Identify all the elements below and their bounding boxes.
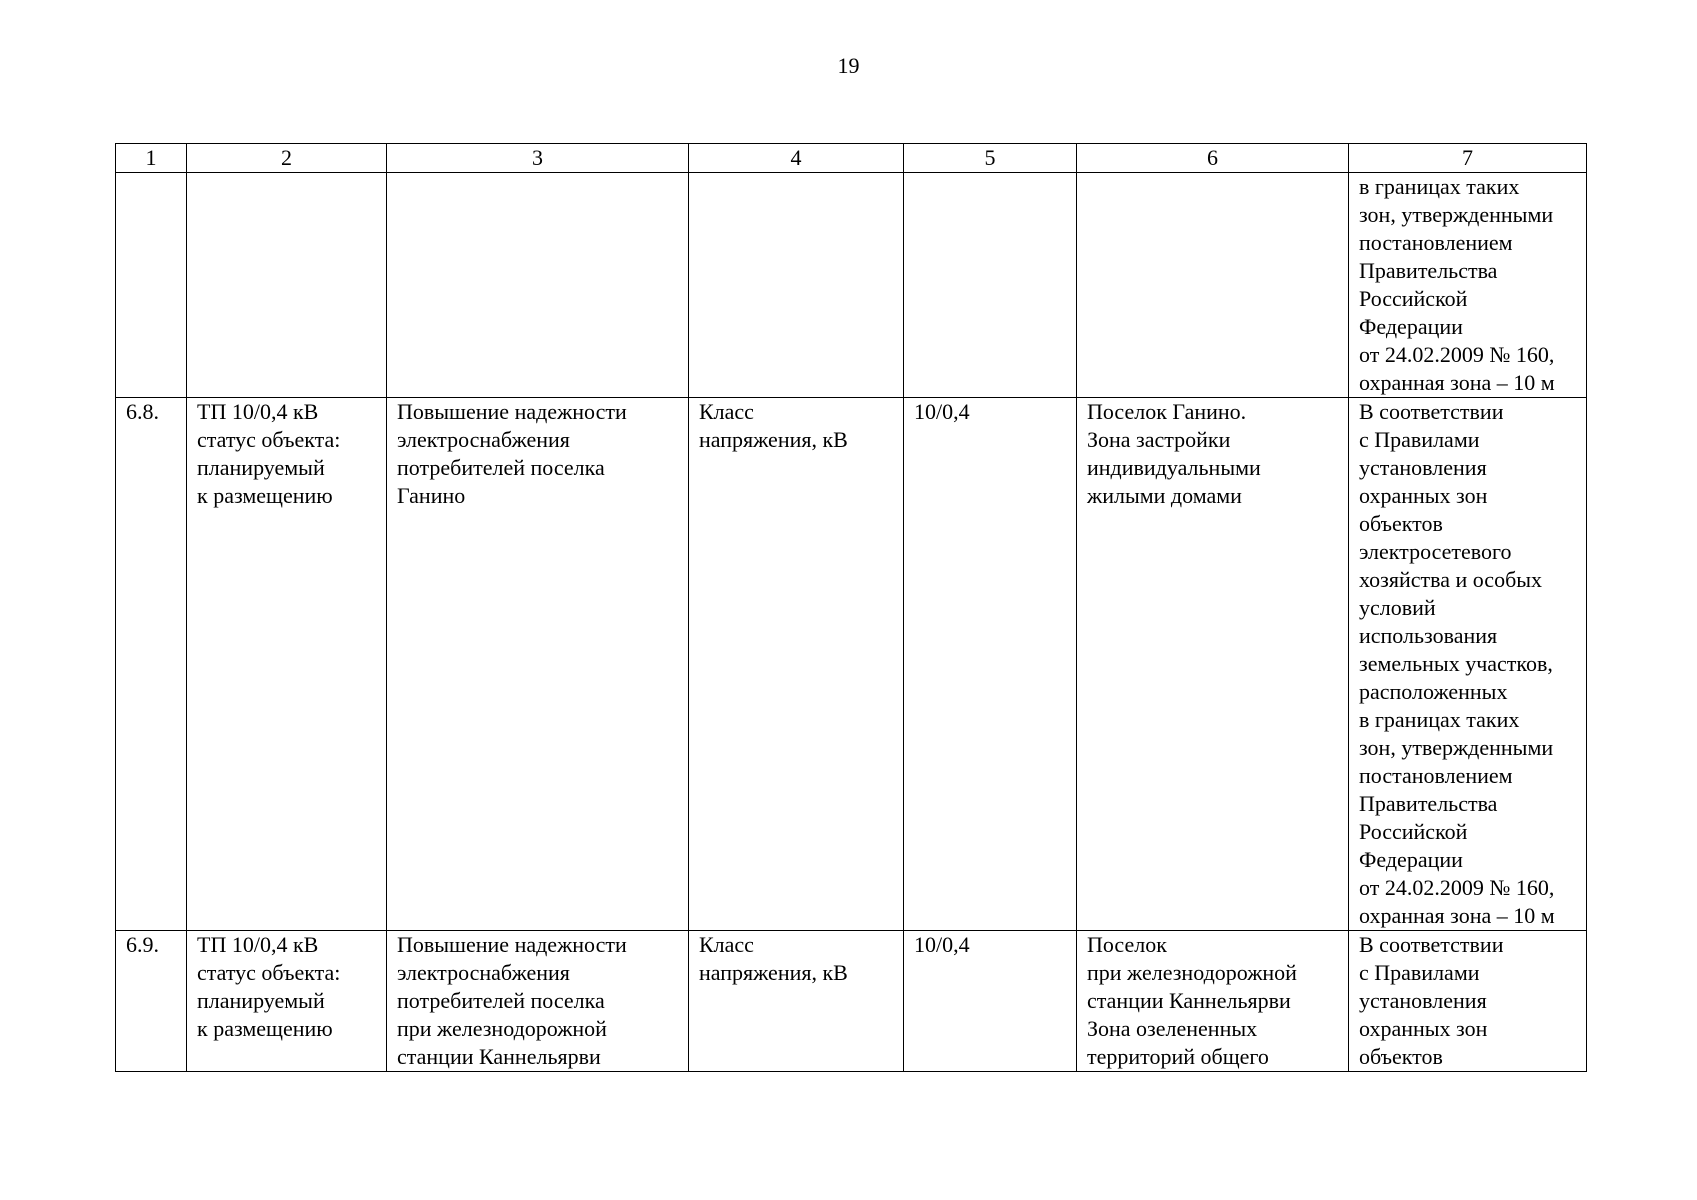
table-cell	[1077, 173, 1349, 398]
column-header: 7	[1349, 144, 1587, 173]
table-cell: Поселок при железнодорожной станции Каннельярви Зона озелененных территорий общего	[1077, 931, 1349, 1072]
column-header: 3	[387, 144, 689, 173]
table-cell	[187, 173, 387, 398]
table-header-row	[116, 144, 1587, 173]
table-cell: ТП 10/0,4 кВ статус объекта: планируемый к размещению	[187, 398, 387, 931]
data-table	[115, 143, 1587, 1072]
table-cell: 10/0,4	[904, 931, 1077, 1072]
table-cell	[689, 173, 904, 398]
table-cell	[387, 173, 689, 398]
column-header: 2	[187, 144, 387, 173]
column-header: 1	[116, 144, 187, 173]
table-cell: Класс напряжения, кВ	[689, 931, 904, 1072]
table-cell: Класс напряжения, кВ	[689, 398, 904, 931]
table-cell: Повышение надежности электроснабжения потребителей поселка при железнодорожной станции Каннельярви	[387, 931, 689, 1072]
table-cell	[116, 173, 187, 398]
page-number: 19	[837, 53, 860, 78]
table-cell: в границах таких зон, утвержденными постановлением Правительства Российской Федерации от 24.02.2009 № 160, охранная зона – 10 м	[1349, 173, 1587, 398]
table-row	[116, 931, 1587, 1072]
table-cell	[904, 173, 1077, 398]
table-cell: 10/0,4	[904, 398, 1077, 931]
table-cell: 6.9.	[116, 931, 187, 1072]
table-cell: В соответствии с Правилами установления охранных зон объектов электросетевого хозяйства и особых условий использования земельных участков, расположенных в границах таких зон, утвержденными постановлением Правительства Российской Федерации от 24.02.2009 № 160, охранная зона – 10 м	[1349, 398, 1587, 931]
table-cell: Повышение надежности электроснабжения потребителей поселка Ганино	[387, 398, 689, 931]
column-header: 5	[904, 144, 1077, 173]
column-header: 4	[689, 144, 904, 173]
table-cell: В соответствии с Правилами установления охранных зон объектов	[1349, 931, 1587, 1072]
table-cell: ТП 10/0,4 кВ статус объекта: планируемый к размещению	[187, 931, 387, 1072]
column-header: 6	[1077, 144, 1349, 173]
table-row	[116, 173, 1587, 398]
table-cell: 6.8.	[116, 398, 187, 931]
table-row	[116, 398, 1587, 931]
table-cell: Поселок Ганино. Зона застройки индивидуальными жилыми домами	[1077, 398, 1349, 931]
